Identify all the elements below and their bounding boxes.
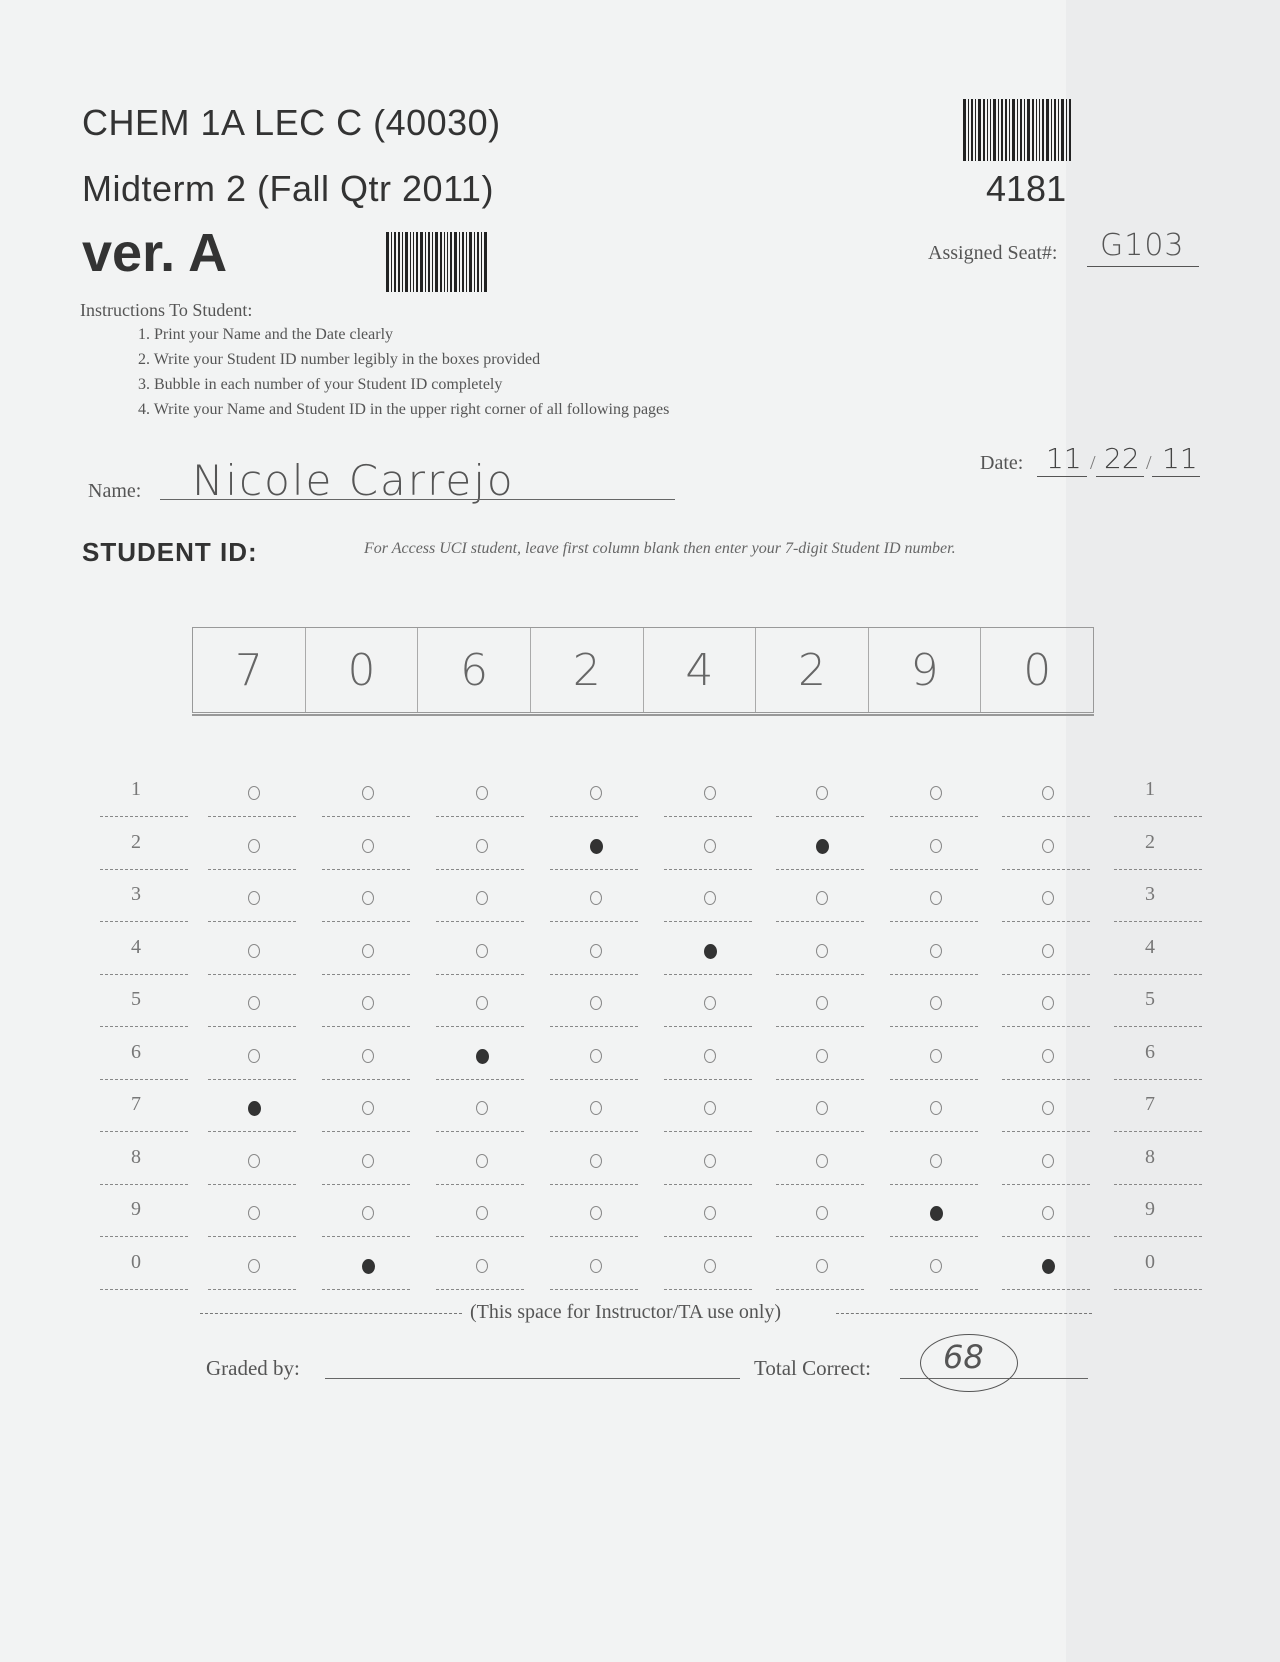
row-divider	[550, 921, 638, 922]
row-divider	[1114, 1131, 1202, 1132]
row-divider	[890, 974, 978, 975]
bubble-empty[interactable]	[362, 1206, 374, 1220]
bubble-empty[interactable]	[476, 891, 488, 905]
row-divider	[436, 1184, 524, 1185]
row-divider	[322, 974, 410, 975]
bubble-empty[interactable]	[362, 891, 374, 905]
office-divider	[836, 1313, 1092, 1314]
bubble-empty[interactable]	[362, 1154, 374, 1168]
id-boxes-underline	[192, 714, 1094, 716]
bubble-empty[interactable]	[930, 996, 942, 1010]
row-divider	[1002, 869, 1090, 870]
seat-label: Assigned Seat#:	[928, 242, 1058, 264]
total-correct-value: 68	[943, 1338, 984, 1376]
bubble-empty[interactable]	[816, 1049, 828, 1063]
bubble-empty[interactable]	[248, 1259, 260, 1273]
bubble-filled[interactable]	[930, 1206, 943, 1221]
row-divider	[776, 1289, 864, 1290]
row-divider	[550, 1184, 638, 1185]
bubble-row-label: 9	[131, 1198, 141, 1220]
bubble-empty[interactable]	[816, 1101, 828, 1115]
student-id-boxes	[192, 627, 1094, 713]
bubble-empty[interactable]	[1042, 1154, 1054, 1168]
row-divider	[890, 869, 978, 870]
row-divider	[322, 1131, 410, 1132]
row-divider	[890, 1289, 978, 1290]
row-divider	[550, 816, 638, 817]
bubble-empty[interactable]	[362, 944, 374, 958]
instruction-item: 4. Write your Name and Student ID in the upper right corner of all following pages	[138, 401, 670, 418]
bubble-row-label: 0	[1145, 1250, 1155, 1273]
graded-by-label: Graded by:	[206, 1356, 300, 1380]
id-digit-box[interactable]: 0	[1023, 644, 1052, 696]
bubble-empty[interactable]	[590, 1101, 602, 1115]
bubble-empty[interactable]	[930, 839, 942, 853]
row-divider	[208, 974, 296, 975]
bubble-empty[interactable]	[930, 891, 942, 905]
row-divider	[436, 1131, 524, 1132]
date-label: Date:	[980, 452, 1024, 474]
bubble-empty[interactable]	[1042, 996, 1054, 1010]
bubble-row-label: 8	[131, 1145, 141, 1168]
date-month[interactable]: 11	[1046, 442, 1082, 475]
bubble-empty[interactable]	[362, 1049, 374, 1063]
id-digit-box[interactable]: 0	[306, 628, 419, 712]
row-divider	[100, 921, 188, 922]
row-divider	[550, 1026, 638, 1027]
bubble-empty[interactable]	[476, 839, 488, 853]
bubble-row-label: 6	[131, 1040, 141, 1063]
row-divider	[208, 869, 296, 870]
bubble-empty[interactable]	[930, 1049, 942, 1063]
row-divider	[1002, 974, 1090, 975]
row-divider	[776, 1079, 864, 1080]
bubble-empty[interactable]	[362, 839, 374, 853]
bubble-empty[interactable]	[248, 1154, 260, 1168]
seat-value: G103	[1100, 228, 1185, 263]
bubble-empty[interactable]	[816, 1206, 828, 1220]
row-divider	[322, 921, 410, 922]
row-divider	[664, 921, 752, 922]
row-divider	[664, 1184, 752, 1185]
bubble-empty[interactable]	[590, 1259, 602, 1273]
bubble-filled[interactable]	[590, 839, 603, 854]
row-divider	[550, 869, 638, 870]
row-divider	[1002, 921, 1090, 922]
row-divider	[436, 1289, 524, 1290]
row-divider	[436, 921, 524, 922]
row-divider	[208, 1236, 296, 1237]
row-divider	[776, 921, 864, 922]
row-divider	[776, 1236, 864, 1237]
row-divider	[208, 1079, 296, 1080]
row-divider	[890, 1236, 978, 1237]
row-divider	[1002, 1079, 1090, 1080]
bubble-empty[interactable]	[476, 1101, 488, 1115]
row-divider	[322, 816, 410, 817]
row-divider	[890, 1026, 978, 1027]
instructions-heading: Instructions To Student:	[80, 300, 253, 320]
bubble-empty[interactable]	[590, 1154, 602, 1168]
bubble-empty[interactable]	[476, 1154, 488, 1168]
row-divider	[776, 869, 864, 870]
id-digit-box[interactable]: 9	[869, 628, 982, 712]
row-divider	[664, 1289, 752, 1290]
bubble-filled[interactable]	[816, 839, 829, 854]
bubble-empty[interactable]	[1042, 786, 1054, 800]
version-barcode-icon	[386, 232, 489, 292]
row-divider	[1002, 816, 1090, 817]
row-divider	[550, 974, 638, 975]
bubble-row-label: 1	[131, 778, 141, 800]
date-line	[1037, 476, 1087, 477]
bubble-empty[interactable]	[248, 944, 260, 958]
bubble-empty[interactable]	[704, 1101, 716, 1115]
bubble-empty[interactable]	[1042, 1101, 1054, 1115]
row-divider	[1114, 974, 1202, 975]
date-year[interactable]: 11	[1162, 442, 1198, 475]
row-divider	[776, 816, 864, 817]
date-separator: /	[1090, 452, 1096, 474]
date-separator: /	[1146, 452, 1152, 474]
name-label: Name:	[88, 480, 142, 502]
seat-line	[1087, 266, 1199, 267]
row-divider	[1114, 1184, 1202, 1185]
row-divider	[436, 1079, 524, 1080]
bubble-row-label: 9	[1145, 1198, 1155, 1220]
row-divider	[100, 974, 188, 975]
bubble-empty[interactable]	[476, 944, 488, 958]
bubble-empty[interactable]	[248, 891, 260, 905]
row-divider	[322, 1236, 410, 1237]
graded-by-line[interactable]	[325, 1378, 740, 1379]
bubble-empty[interactable]	[590, 1206, 602, 1220]
id-digit-box[interactable]: 2	[531, 628, 644, 712]
row-divider	[208, 1131, 296, 1132]
row-divider	[208, 816, 296, 817]
bubble-empty[interactable]	[590, 944, 602, 958]
bubble-empty[interactable]	[930, 786, 942, 800]
bubble-empty[interactable]	[476, 996, 488, 1010]
bubble-empty[interactable]	[704, 1049, 716, 1063]
office-note: (This space for Instructor/TA use only)	[470, 1301, 782, 1323]
row-divider	[1114, 921, 1202, 922]
bubble-row-label: 4	[1145, 935, 1155, 958]
row-divider	[208, 1026, 296, 1027]
row-divider	[322, 1079, 410, 1080]
row-divider	[100, 1079, 188, 1080]
row-divider	[1114, 869, 1202, 870]
bubble-empty[interactable]	[1042, 839, 1054, 853]
bubble-empty[interactable]	[476, 1259, 488, 1273]
row-divider	[890, 1079, 978, 1080]
bubble-empty[interactable]	[816, 786, 828, 800]
row-divider	[664, 816, 752, 817]
bubble-empty[interactable]	[248, 839, 260, 853]
bubble-row-label: 2	[131, 830, 141, 853]
row-divider	[436, 869, 524, 870]
bubble-row-label: 7	[131, 1093, 141, 1115]
bubble-filled[interactable]	[1042, 1259, 1055, 1274]
row-divider	[322, 1026, 410, 1027]
id-digit-box[interactable]: 2	[756, 628, 869, 712]
bubble-empty[interactable]	[930, 1259, 942, 1273]
bubble-row-label: 7	[1145, 1093, 1155, 1115]
barcode-icon	[963, 99, 1073, 161]
instruction-item: 3. Bubble in each number of your Student ID completely	[138, 376, 503, 393]
row-divider	[100, 1289, 188, 1290]
bubble-empty[interactable]	[1042, 891, 1054, 905]
row-divider	[322, 1289, 410, 1290]
date-line	[1152, 476, 1200, 477]
total-correct-label: Total Correct:	[754, 1356, 871, 1380]
student-id-label: STUDENT ID:	[82, 537, 258, 567]
row-divider	[890, 1184, 978, 1185]
row-divider	[1002, 1131, 1090, 1132]
bubble-empty[interactable]	[1042, 944, 1054, 958]
row-divider	[100, 1131, 188, 1132]
bubble-empty[interactable]	[248, 1206, 260, 1220]
exam-version: ver. A	[82, 223, 228, 283]
course-title: CHEM 1A LEC C (40030)	[82, 102, 501, 143]
bubble-empty[interactable]	[930, 1154, 942, 1168]
bubble-empty[interactable]	[248, 1049, 260, 1063]
row-divider	[550, 1289, 638, 1290]
office-divider	[200, 1313, 462, 1314]
bubble-filled[interactable]	[704, 944, 717, 959]
row-divider	[664, 1026, 752, 1027]
row-divider	[1002, 1184, 1090, 1185]
id-digit-box[interactable]: 6	[418, 628, 531, 712]
exam-title: Midterm 2 (Fall Qtr 2011)	[82, 168, 494, 209]
bubble-row-label: 3	[1145, 883, 1155, 905]
bubble-row-label: 2	[1145, 830, 1155, 853]
bubble-empty[interactable]	[704, 1154, 716, 1168]
bubble-empty[interactable]	[816, 944, 828, 958]
row-divider	[1002, 1026, 1090, 1027]
row-divider	[1002, 1236, 1090, 1237]
row-divider	[100, 1026, 188, 1027]
bubble-empty[interactable]	[590, 996, 602, 1010]
bubble-empty[interactable]	[248, 786, 260, 800]
bubble-empty[interactable]	[704, 1206, 716, 1220]
row-divider	[890, 921, 978, 922]
row-divider	[776, 1026, 864, 1027]
bubble-empty[interactable]	[816, 996, 828, 1010]
row-divider	[776, 1184, 864, 1185]
bubble-empty[interactable]	[590, 891, 602, 905]
row-divider	[208, 921, 296, 922]
row-divider	[776, 974, 864, 975]
bubble-empty[interactable]	[476, 1206, 488, 1220]
row-divider	[322, 1184, 410, 1185]
row-divider	[1002, 1289, 1090, 1290]
row-divider	[664, 869, 752, 870]
bubble-empty[interactable]	[816, 1154, 828, 1168]
bubble-row-label: 6	[1145, 1040, 1155, 1063]
bubble-empty[interactable]	[704, 786, 716, 800]
date-line	[1096, 476, 1144, 477]
row-divider	[776, 1131, 864, 1132]
bubble-empty[interactable]	[816, 1259, 828, 1273]
row-divider	[436, 1026, 524, 1027]
bubble-row-label: 5	[131, 988, 141, 1010]
instruction-item: 2. Write your Student ID number legibly in the boxes provided	[138, 351, 541, 368]
row-divider	[890, 816, 978, 817]
row-divider	[1114, 1026, 1202, 1027]
bubble-filled[interactable]	[248, 1101, 261, 1116]
bubble-row-label: 8	[1145, 1145, 1155, 1168]
row-divider	[100, 1236, 188, 1237]
bubble-empty[interactable]	[704, 996, 716, 1010]
row-divider	[1114, 816, 1202, 817]
bubble-empty[interactable]	[816, 891, 828, 905]
row-divider	[1114, 1289, 1202, 1290]
bubble-empty[interactable]	[1042, 1206, 1054, 1220]
id-digit-box[interactable]: 7	[193, 628, 306, 712]
bubble-row-label: 3	[131, 883, 141, 905]
bubble-empty[interactable]	[362, 996, 374, 1010]
row-divider	[664, 1236, 752, 1237]
row-divider	[890, 1131, 978, 1132]
instructions-list	[138, 326, 669, 426]
bubble-filled[interactable]	[362, 1259, 375, 1274]
row-divider	[208, 1184, 296, 1185]
bubble-empty[interactable]	[362, 1101, 374, 1115]
row-divider	[1114, 1236, 1202, 1237]
bubble-row-label: 1	[1145, 778, 1155, 800]
row-divider	[550, 1131, 638, 1132]
bubble-empty[interactable]	[704, 1259, 716, 1273]
name-value[interactable]: Nicole Carrejo	[192, 456, 515, 505]
id-digit-box[interactable]: 4	[644, 628, 757, 712]
row-divider	[208, 1289, 296, 1290]
row-divider	[1114, 1079, 1202, 1080]
row-divider	[436, 1236, 524, 1237]
row-divider	[322, 869, 410, 870]
bubble-empty[interactable]	[476, 786, 488, 800]
row-divider	[100, 816, 188, 817]
name-line	[160, 499, 675, 500]
bubble-empty[interactable]	[704, 839, 716, 853]
exam-number: 4181	[986, 168, 1067, 209]
row-divider	[436, 816, 524, 817]
bubble-empty[interactable]	[930, 1101, 942, 1115]
row-divider	[100, 1184, 188, 1185]
row-divider	[664, 1131, 752, 1132]
bubble-empty[interactable]	[1042, 1049, 1054, 1063]
bubble-empty[interactable]	[930, 944, 942, 958]
bubble-empty[interactable]	[590, 1049, 602, 1063]
row-divider	[664, 974, 752, 975]
instruction-item: 1. Print your Name and the Date clearly	[138, 326, 394, 343]
bubble-row-label: 4	[131, 935, 141, 958]
bubble-filled[interactable]	[476, 1049, 489, 1064]
bubble-row-label: 0	[131, 1250, 141, 1273]
bubble-empty[interactable]	[362, 786, 374, 800]
row-divider	[550, 1236, 638, 1237]
row-divider	[100, 869, 188, 870]
bubble-empty[interactable]	[704, 891, 716, 905]
row-divider	[664, 1079, 752, 1080]
bubble-empty[interactable]	[590, 786, 602, 800]
student-id-note: For Access UCI student, leave first column blank then enter your 7-digit Student ID number.	[364, 540, 956, 557]
date-day[interactable]: 22	[1104, 442, 1140, 475]
row-divider	[436, 974, 524, 975]
bubble-empty[interactable]	[248, 996, 260, 1010]
bubble-row-label: 5	[1145, 988, 1155, 1010]
row-divider	[550, 1079, 638, 1080]
